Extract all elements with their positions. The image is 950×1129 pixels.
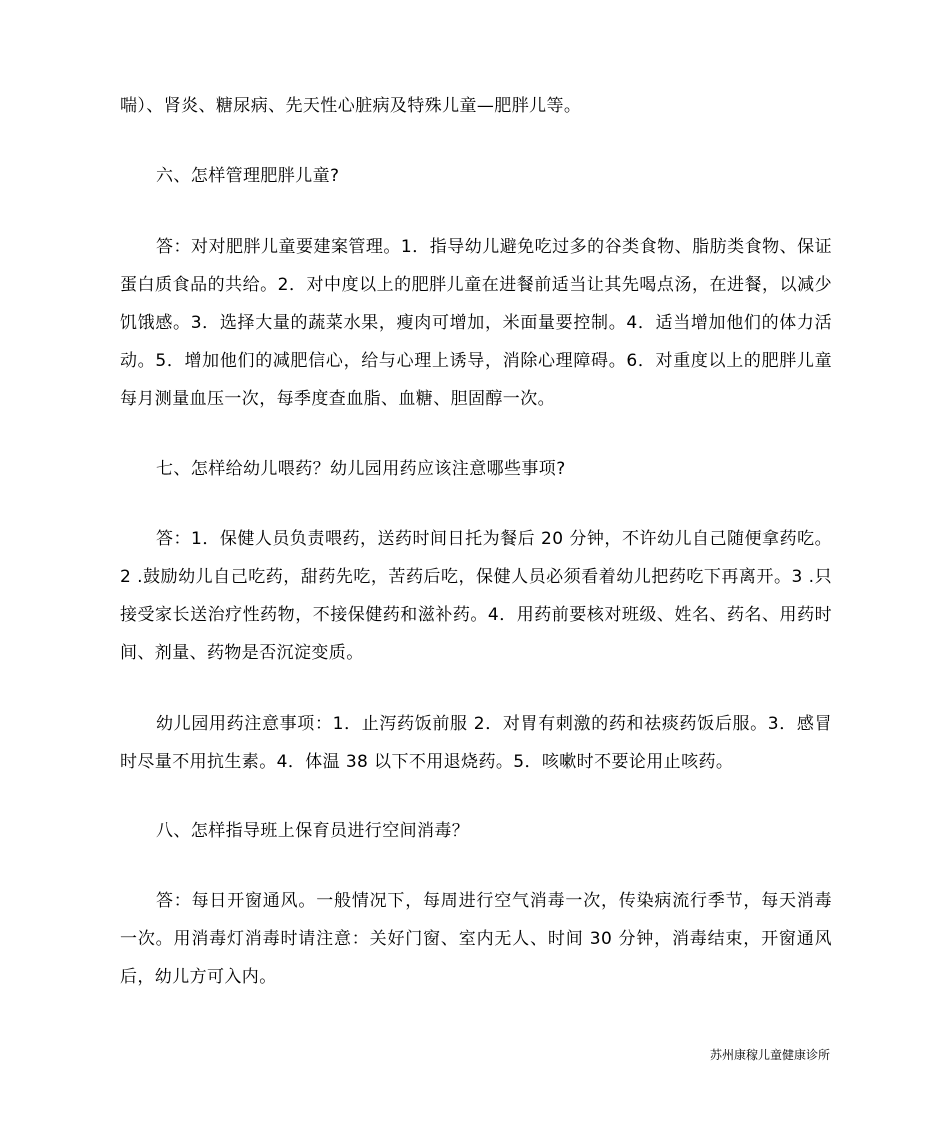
heading-section-seven: 七、怎样给幼儿喂药？幼儿园用药应该注意哪些事项? — [156, 459, 566, 479]
heading-section-eight: 八、怎样指导班上保育员进行空间消毒？ — [156, 821, 470, 841]
paragraph-answer-eight: 答：每日开窗通风。一般情况下，每周进行空气消毒一次，传染病流行季节，每天消毒一次。用消毒灯消毒时请注意：关好门窗、室内无人、时间 30 分钟，消毒结束，开窗通风后，幼儿方可入内。 — [120, 891, 832, 987]
footer-clinic-name: 苏州康稼儿童健康诊所 — [709, 1048, 830, 1062]
paragraph-answer-six: 答：对对肥胖儿童要建案管理。1．指导幼儿避免吃过多的谷类食物、脂肪类食物、保证蛋白质食品的共给。2．对中度以上的肥胖儿童在进餐前适当让其先喝点汤，在进餐，以减少饥饿感。3．选择大量的蔬菜水果，瘦肉可增加，米面量要控制。4．适当增加他们的体力活动。5．增加他们的减肥信心，给与心理上诱导，消除心理障碍。6．对重度以上的肥胖儿童每月测量血压一次，每季度查血脂、血糖、胆固醇一次。 — [120, 237, 832, 409]
paragraph-medication-notes: 幼儿园用药注意事项：1．止泻药饭前服 2．对胃有刺激的药和祛痰药饭后服。3．感冒时尽量不用抗生素。4．体温 38 以下不用退烧药。5．咳嗽时不要论用止咳药。 — [120, 714, 832, 772]
paragraph-continuation: 喘）、肾炎、糖尿病、先天性心脏病及特殊儿童—肥胖儿等。 — [120, 96, 582, 116]
heading-section-six: 六、怎样管理肥胖儿童? — [156, 166, 340, 186]
paragraph-answer-seven: 答：1．保健人员负责喂药，送药时间日托为餐后 20 分钟，不许幼儿自己随便拿药吃。2 .鼓励幼儿自己吃药，甜药先吃，苦药后吃，保健人员必须看着幼儿把药吃下再离开。3 .只接受家长送治疗性药物，不接保健药和滋补药。4．用药前要核对班级、姓名、药名、用药时间、剂量、药物是否沉淀变质。 — [120, 529, 832, 663]
